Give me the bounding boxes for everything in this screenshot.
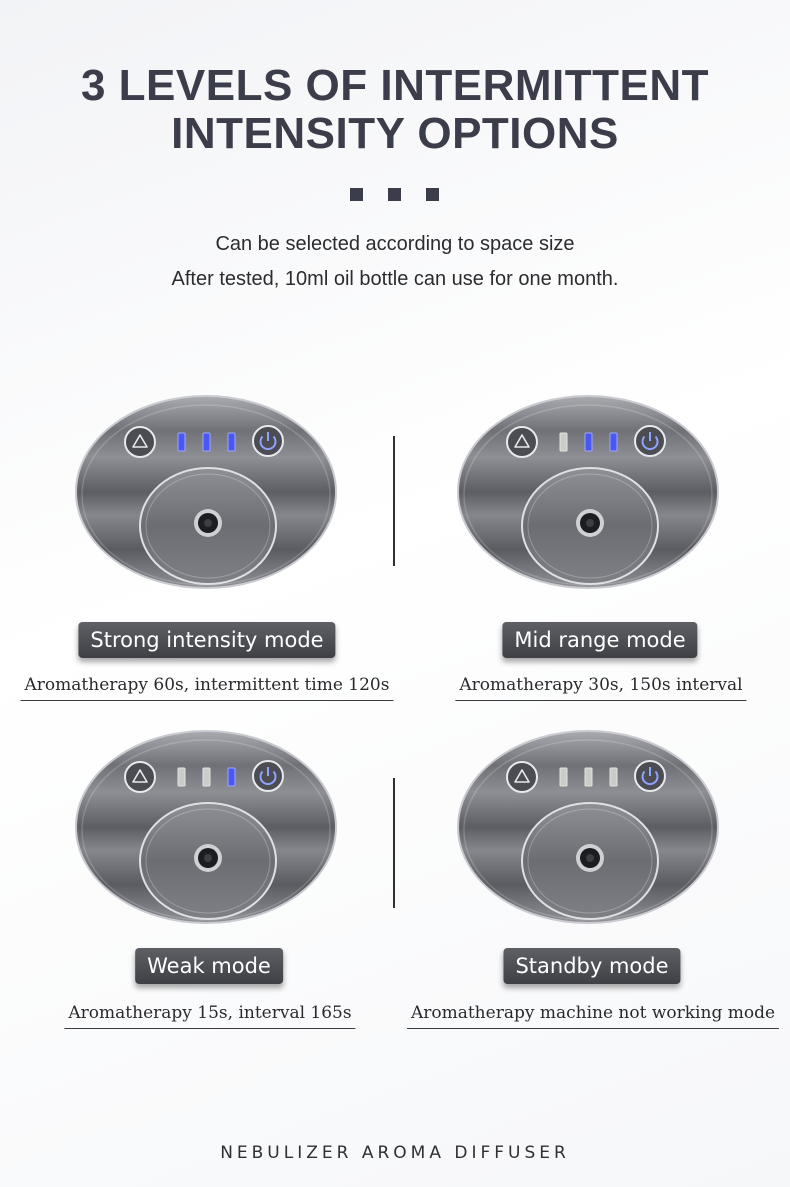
column-divider — [393, 778, 395, 908]
intensity-led — [203, 768, 210, 786]
nozzle-center — [586, 854, 594, 862]
intensity-led — [585, 768, 592, 786]
intensity-led — [610, 433, 617, 451]
intensity-led — [560, 433, 567, 451]
mode-description-weak: Aromatherapy 15s, interval 165s — [64, 1003, 355, 1029]
nozzle-center — [204, 519, 212, 527]
diffuser-panel-mid — [457, 390, 719, 590]
intensity-led — [178, 768, 185, 786]
aroma-recycle-icon — [125, 762, 155, 792]
aroma-recycle-icon — [125, 427, 155, 457]
intensity-led — [585, 433, 592, 451]
title-line-1: 3 LEVELS OF INTERMITTENT — [80, 61, 710, 110]
intensity-led — [228, 433, 235, 451]
diffuser-panel-weak — [75, 725, 337, 925]
aroma-recycle-icon — [507, 427, 537, 457]
diffuser-panel-graphic — [75, 725, 337, 925]
intensity-led — [560, 768, 567, 786]
separator-dot — [388, 188, 401, 201]
diffuser-panel-graphic — [457, 725, 719, 925]
mode-description-strong: Aromatherapy 60s, intermittent time 120s — [21, 675, 394, 701]
title-line-2: INTENSITY OPTIONS — [171, 109, 619, 158]
diffuser-panel-graphic — [75, 390, 337, 590]
diffuser-panel-standby — [457, 725, 719, 925]
column-divider — [393, 436, 395, 566]
footer-product-name: NEBULIZER AROMA DIFFUSER — [220, 1143, 570, 1163]
mode-label-mid: Mid range mode — [502, 622, 697, 658]
intensity-led — [610, 768, 617, 786]
nozzle-center — [204, 854, 212, 862]
subtitle-line-1: Can be selected according to space size — [215, 233, 575, 255]
mode-label-standby: Standby mode — [503, 948, 680, 984]
nozzle-center — [586, 519, 594, 527]
separator-dot — [426, 188, 439, 201]
mode-label-weak: Weak mode — [135, 948, 283, 984]
diffuser-panel-strong — [75, 390, 337, 590]
subtitle-line-2: After tested, 10ml oil bottle can use for one month. — [171, 268, 619, 290]
page-title — [0, 62, 790, 158]
mode-label-strong: Strong intensity mode — [78, 622, 335, 658]
diffuser-panel-graphic — [457, 390, 719, 590]
aroma-recycle-icon — [507, 762, 537, 792]
mode-description-mid: Aromatherapy 30s, 150s interval — [455, 675, 746, 701]
title-separator-dots — [350, 188, 440, 202]
intensity-led — [228, 768, 235, 786]
separator-dot — [350, 188, 363, 201]
intensity-led — [203, 433, 210, 451]
mode-description-standby: Aromatherapy machine not working mode — [407, 1003, 779, 1029]
intensity-led — [178, 433, 185, 451]
